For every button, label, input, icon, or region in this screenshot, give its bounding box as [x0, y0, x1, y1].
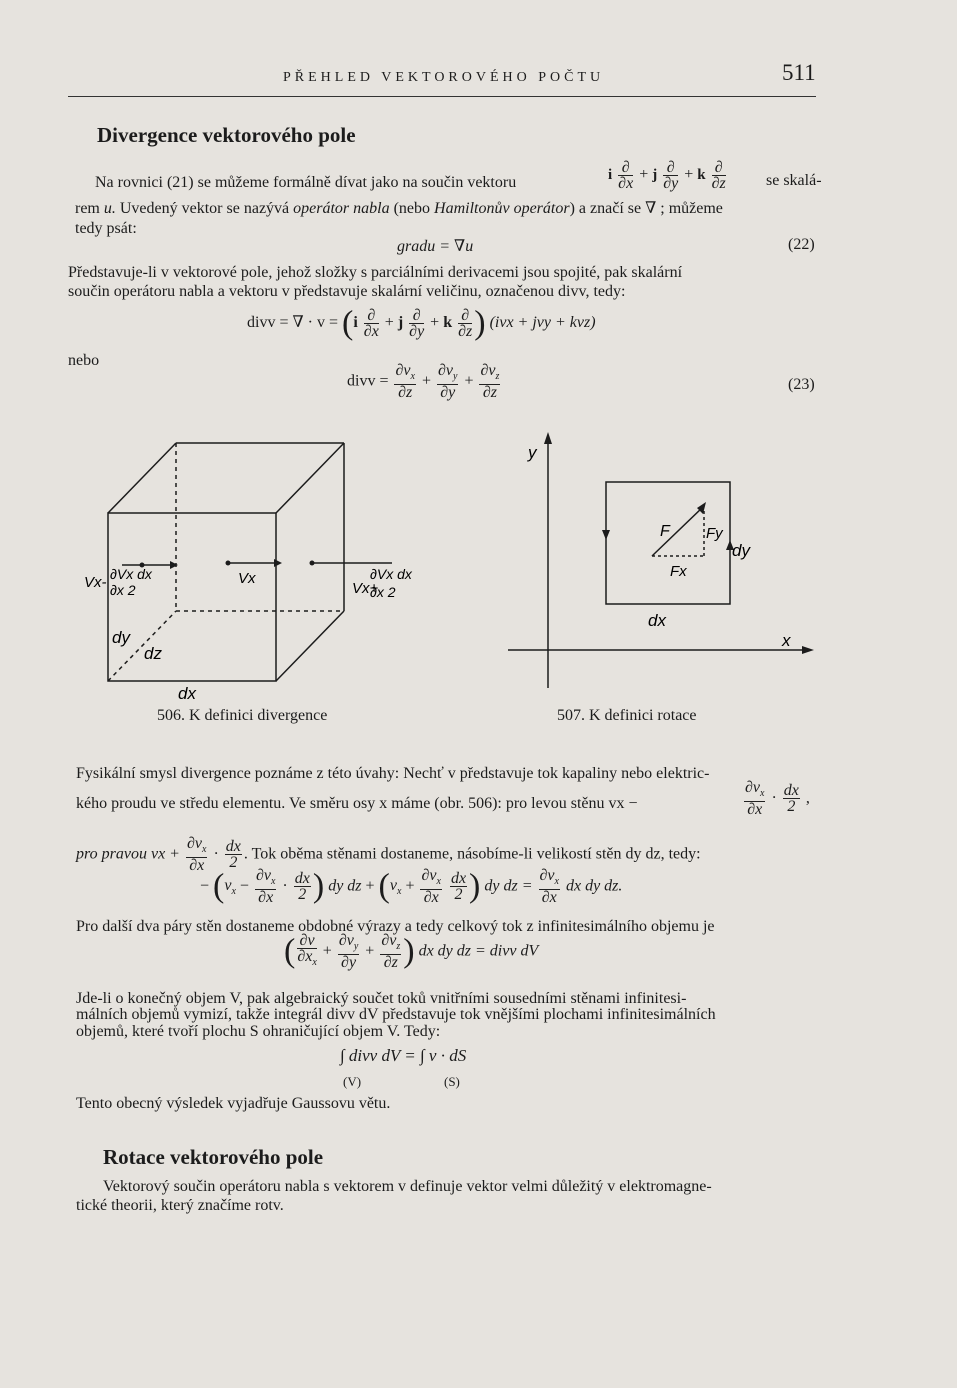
label-dx: dx	[648, 611, 666, 630]
label-F: F	[660, 523, 670, 540]
equation-flux: − ($v_x$ − $\frac{\partial v_x}{\partial x}$ · $\frac{dx}{2}$ ) dy dz + ($v_x$ + $\frac{\partial v_x}{\partial x}$ $\frac{dx}{2}$ ) dy dz = $\frac{\partial v_x}{\partial x}$ dx dy dz.	[200, 867, 623, 907]
label-dy: dy	[732, 541, 750, 560]
para3-line1: Fysikální smysl divergence poznáme z této úvahy: Nechť v představuje tok kapaliny nebo elektric-	[76, 765, 710, 782]
gauss-subscript-s: (S)	[444, 1074, 460, 1089]
figure-507-caption: 507. K definici rotace	[557, 707, 697, 724]
para4: Pro další dva páry stěn dostaneme obdobné výrazy a tedy celkový tok z infinitesimálního objemu je	[76, 918, 715, 935]
para3-left-face-fraction: $\frac{\partial v_x}{\partial x}$ · $\frac{dx}{2}$ ,	[745, 779, 810, 819]
para1-line1: Na rovnici (21) se můžeme formálně dívat jako na součin vektoru	[95, 174, 517, 191]
section2-line2: tické theorii, který značíme rotv.	[76, 1197, 284, 1214]
page-number: 511	[782, 60, 816, 85]
label-dy: dy	[112, 628, 130, 647]
figure-507-rotation	[500, 430, 820, 695]
para6: Tento obecný výsledek vyjadřuje Gaussovu větu.	[76, 1095, 391, 1112]
para3-line2: kého proudu ve středu elementu. Ve směru osy x máme (obr. 506): pro levou stěnu vx −	[76, 795, 638, 812]
para2-line2: součin operátoru nabla a vektoru v představuje skalární veličinu, označenou divv, tedy:	[68, 283, 626, 300]
equation-22: gradu = ∇u	[397, 238, 474, 255]
nebo-text: nebo	[68, 352, 100, 369]
figure-506-caption: 506. K definici divergence	[157, 707, 328, 724]
label-left-denom: ∂x 2	[110, 582, 136, 598]
nabla-operator-expression: i $\frac{\partial}{\partial x}$ + j $\frac{\partial}{\partial y}$ + k $\frac{\partial}{\partial z}$	[608, 159, 726, 192]
para1-line2: rem u. Uvedený vektor se nazývá operátor nabla (nebo Hamiltonův operátor) a značí se ∇ ; můžeme	[75, 200, 723, 217]
header-rule	[68, 96, 816, 97]
section-heading-rotation: Rotace vektorového pole	[103, 1145, 324, 1169]
label-Fy: Fy	[706, 525, 723, 542]
section2-line1: Vektorový součin operátoru nabla s vektorem v definuje vektor velmi důležitý v elektromagne-	[103, 1178, 712, 1195]
element-square	[606, 482, 730, 604]
axis-label-x: x	[782, 631, 791, 650]
figure-506-cube	[80, 435, 412, 710]
equation-total-flux: ( $\frac{\partial v}{\partial x_x}$ + $\frac{\partial v_y}{\partial y}$ + $\frac{\partial v_z}{\partial z}$ ) dx dy dz = divv dV	[284, 932, 539, 972]
equation-23: divv = $\frac{\partial v_x}{\partial z}$ + $\frac{\partial v_y}{\partial y}$ + $\frac{\partial v_z}{\partial z}$	[347, 362, 500, 402]
running-header: PŘEHLED VEKTOROVÉHO POČTU	[283, 70, 605, 85]
section-heading-divergence: Divergence vektorového pole	[97, 123, 356, 147]
axis-label-y: y	[528, 443, 537, 462]
para1-se-skala: se skalá-	[766, 172, 822, 189]
label-dx: dx	[178, 684, 196, 703]
gauss-equation: ∫ divv dV = ∫ v · dS	[340, 1046, 467, 1065]
label-left-vx: Vx-	[84, 574, 107, 591]
para3-line3: pro pravou vx + $\frac{\partial v_x}{\partial x}$ · $\frac{dx}{2}$ . Tok oběma stěnami dostaneme, násobíme-li velikostí stěn dy dz, tedy:	[76, 835, 701, 875]
para5-line1: Jde-li o konečný objem V, pak algebraický součet toků vnitřními sousedními stěnami infinitesi-	[76, 990, 687, 1007]
gauss-subscript-v: (V)	[343, 1074, 362, 1089]
para1-line3: tedy psát:	[75, 220, 137, 237]
label-Fx: Fx	[670, 563, 687, 580]
para5-line3: objemů, které tvoří plochu S ohraničující objem V. Tedy:	[76, 1023, 441, 1040]
equation-23-number: (23)	[788, 376, 815, 393]
label-right-denom: ∂x 2	[370, 584, 396, 600]
para2-line1: Představuje-li v vektorové pole, jehož složky s parciálními derivacemi jsou spojité, pak skalární	[68, 264, 683, 281]
label-right-vx: Vx+	[352, 580, 379, 597]
label-left-deriv: ∂Vx dx	[110, 566, 152, 582]
label-middle-vx: Vx	[238, 570, 256, 587]
label-right-deriv: ∂Vx dx	[370, 566, 412, 582]
para5-line2: málních objemů vymizí, takže integrál divv dV představuje tok vnějšími plochami infinitesimálních	[76, 1006, 716, 1023]
equation-22-number: (22)	[788, 236, 815, 253]
label-dz: dz	[144, 644, 162, 663]
equation-div-nabla: divv = ∇ · v = (i $\frac{\partial}{\partial x}$ + j $\frac{\partial}{\partial y}$ + k $\frac{\partial}{\partial z}$ ) (ivx + jvy + kvz)	[247, 304, 596, 342]
